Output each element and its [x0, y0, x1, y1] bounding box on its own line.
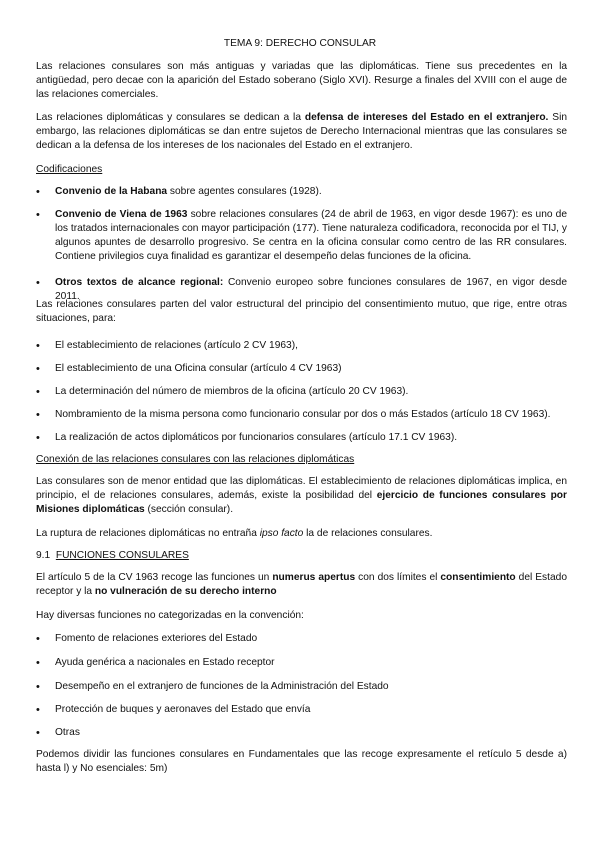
funciones-text-e: del Estado receptor y la [36, 572, 567, 597]
ruptura-text-end: la de relaciones consulares. [303, 528, 433, 539]
conexion-text-start: Las consulares son de menor entidad que las diplomáticas. El establecimiento de relaciones diplomáticas implica, en principio, el de relaciones consulares, además, existe la posibilidad del [36, 476, 567, 501]
para2-text-end: Sin embargo, las relaciones diplomáticas se dan entre sujetos de Derecho Internacional mientras que las consulares se dedican a la defensa de los intereses de los nacionales del Estado en el extranjero. [36, 112, 568, 151]
funciones-paragraph-3: Podemos dividir las funciones consulares en Fundamentales que las recoge expresamente el retículo 5 desde a) hasta l) y No esenciales: 5m) [36, 749, 567, 774]
list-item [36, 703, 567, 717]
document-title: TEMA 9: DERECHO CONSULAR [223, 38, 377, 49]
list-item [36, 726, 567, 740]
list-item-text: Desempeño en el extranjero de funciones de la Administración del Estado [55, 681, 389, 692]
bullet-icon: • [36, 657, 40, 669]
bullet-icon: • [36, 727, 40, 739]
bullet-icon: • [36, 386, 40, 398]
list-item-text: El establecimiento de relaciones (artículo 2 CV 1963), [55, 340, 298, 351]
list-item-text: Fomento de relaciones exteriores del Estado [55, 633, 258, 644]
funciones-bold-d: consentimiento [440, 572, 516, 583]
para2-bold-phrase: defensa de intereses del Estado en el extranjero. [304, 112, 549, 123]
list-item-text: La realización de actos diplomáticos por funcionarios consulares (artículo 17.1 CV 1963). [55, 432, 458, 443]
bullet-icon: • [36, 704, 40, 716]
para2-text-start: Las relaciones diplomáticas y consulares se dedican a la [36, 112, 305, 123]
consentimiento-paragraph: Las relaciones consulares parten del valor estructural del principio del consentimiento mutuo, que rige, entre otras situaciones, para: [36, 299, 567, 324]
section-number: 9.1 [36, 550, 51, 561]
bullet-icon: • [36, 633, 40, 645]
intro-paragraph: Las relaciones consulares son más antiguas y variadas que las diplomáticas. Tiene sus precedentes en la antigüedad, pero decae con la aparición del Estado soberano (Siglo XVI). Resurge a finales del XVIII con el auge de las relaciones comerciales. [36, 61, 567, 100]
ruptura-paragraph [36, 527, 567, 541]
codificaciones-heading: Codificaciones [36, 164, 103, 175]
list-item-bold: Otros textos de alcance regional: [55, 277, 224, 288]
list-item-bold: Convenio de la Habana [55, 186, 168, 197]
funciones-bold-f: no vulneración de su derecho interno [94, 586, 277, 597]
list-item-text: La determinación del número de miembros de la oficina (artículo 20 CV 1963). [55, 386, 409, 397]
list-item-text: El establecimiento de una Oficina consular (artículo 4 CV 1963) [55, 363, 342, 374]
list-item-text: Protección de buques y aeronaves del Estado que envía [55, 704, 311, 715]
bullet-icon: • [36, 209, 40, 221]
conexion-text-end: (sección consular). [144, 504, 234, 515]
funciones-text-c: con dos límites el [355, 572, 441, 583]
bullet-icon: • [36, 681, 40, 693]
list-item-text: Convenio europeo sobre funciones consulares de 1967, en vigor desde 2011. [55, 277, 567, 302]
ruptura-italic-phrase: ipso facto [259, 528, 304, 539]
list-item [36, 208, 567, 264]
funciones-bold-b: numerus apertus [272, 572, 356, 583]
list-item [36, 362, 567, 376]
list-item [36, 408, 567, 422]
bullet-icon: • [36, 340, 40, 352]
list-item [36, 185, 567, 199]
section-title: FUNCIONES CONSULARES [55, 550, 189, 561]
bullet-icon: • [36, 432, 40, 444]
conexion-bold-phrase: ejercicio de funciones consulares por Misiones diplomáticas [36, 490, 567, 515]
ruptura-text-start: La ruptura de relaciones diplomáticas no entraña [36, 528, 260, 539]
list-item [36, 656, 567, 670]
list-item [36, 632, 567, 646]
funciones-paragraph-2: Hay diversas funciones no categorizadas en la convención: [36, 610, 304, 621]
bullet-icon: • [36, 363, 40, 375]
list-item [36, 680, 567, 694]
funciones-section-heading [36, 549, 189, 563]
list-item [36, 431, 567, 445]
funciones-text-a: El artículo 5 de la CV 1963 recoge las funciones un [36, 572, 273, 583]
funciones-paragraph [36, 571, 567, 599]
conexion-paragraph [36, 475, 567, 517]
list-item [36, 339, 567, 353]
list-item-bold: Convenio de Viena de 1963 [55, 209, 188, 220]
intro-paragraph-2 [36, 111, 567, 153]
list-item [36, 385, 567, 399]
list-item-text: sobre agentes consulares (1928). [167, 186, 322, 197]
bullet-icon: • [36, 186, 40, 198]
conexion-heading: Conexión de las relaciones consulares con las relaciones diplomáticas [36, 454, 355, 465]
bullet-icon: • [36, 277, 40, 289]
list-item-text: sobre relaciones consulares (24 de abril de 1963, en vigor desde 1967): es uno de los tratados internacionales con mayor participación (177). Tiene naturaleza codificadora, reconocida por el TIJ, y algunos apuntes de desarrollo progresivo. Se centra en la oficina consular como centro de las RR consulares. Contiene privilegios cuya finalidad es garantizar el desempeño delas funciones de la oficina. [55, 209, 568, 262]
list-item-text: Ayuda genérica a nacionales en Estado receptor [55, 657, 275, 668]
list-item-text: Nombramiento de la misma persona como funcionario consular por dos o más Estados (artículo 18 CV 1963). [55, 409, 551, 420]
bullet-icon: • [36, 409, 40, 421]
list-item-text: Otras [55, 727, 80, 738]
